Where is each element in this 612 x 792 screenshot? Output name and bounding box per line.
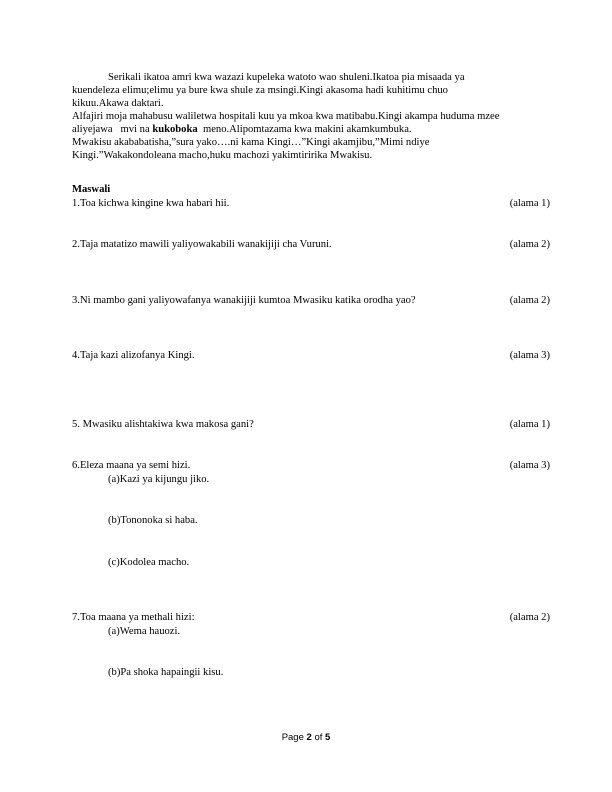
sub-question: (b)Tononoka si haba.: [108, 515, 198, 526]
current-page-number: 2: [306, 732, 312, 743]
question-text: 1.Toa kichwa kingine kwa habari hii.: [72, 198, 230, 209]
sub-question: (a)Wema hauozi.: [108, 626, 181, 637]
question: [72, 418, 550, 431]
question-text: 2.Taja matatizo mawili yaliyowakabili wanakijiji cha Vuruni.: [72, 239, 332, 250]
sub-question: (b)Pa shoka hapaingii kisu.: [108, 667, 224, 678]
question: [72, 459, 550, 472]
passage-text: meno.Alipomtazama kwa makini akamkumbuka.: [197, 124, 412, 135]
sub-question: (a)Kazi ya kijungu jiko.: [108, 474, 210, 485]
sub-question: (c)Kodolea macho.: [108, 557, 190, 568]
section-heading: Maswali: [72, 184, 111, 195]
question-marks: (alama 1): [509, 198, 550, 209]
passage-line: kikuu.Akawa daktari.: [72, 98, 164, 109]
footer-text: Page: [281, 732, 307, 743]
passage-line: Kingi.”Wakakondoleana macho,huku machozi yakimtiririka Mwakisu.: [72, 150, 373, 161]
question-text: 3.Ni mambo gani yaliyowafanya wanakijiji kumtoa Mwasiku katika orodha yao?: [72, 295, 416, 306]
passage-line: kuendeleza elimu;elimu ya bure kwa shule za msingi.Kingi akasoma hadi kuhitimu chuo: [72, 85, 448, 96]
question-text: 5. Mwasiku alishtakiwa kwa makosa gani?: [72, 419, 254, 430]
passage-line: Mwakisu akababatisha,”sura yako….ni kama Kingi…”Kingi akamjibu,”Mimi ndiye: [72, 137, 430, 148]
passage: [72, 71, 562, 162]
question: [72, 349, 550, 362]
question: [72, 294, 550, 307]
question-marks: (alama 2): [509, 295, 550, 306]
question-text: 4.Taja kazi alizofanya Kingi.: [72, 350, 195, 361]
question: [72, 197, 550, 210]
passage-text: aliyejawa mvi na: [72, 124, 153, 135]
page-footer: [0, 731, 612, 744]
passage-line: Serikali ikatoa amri kwa wazazi kupeleka watoto wao shuleni.Ikatoa pia misaada ya: [108, 72, 465, 83]
question: [72, 611, 550, 624]
passage-line: [72, 123, 562, 136]
bold-word: kukoboka: [152, 124, 198, 135]
total-page-number: 5: [325, 732, 331, 743]
question: [72, 238, 550, 251]
question-marks: (alama 2): [509, 239, 550, 250]
question-text: 6.Eleza maana ya semi hizi.: [72, 460, 191, 471]
question-text: 7.Toa maana ya methali hizi:: [72, 612, 195, 623]
question-marks: (alama 1): [509, 419, 550, 430]
passage-line: Alfajiri moja mahabusu waliletwa hospitali kuu ya mkoa kwa matibabu.Kingi akampa huduma mzee: [72, 111, 500, 122]
question-marks: (alama 2): [509, 612, 550, 623]
footer-text: of: [311, 732, 326, 743]
question-marks: (alama 3): [509, 350, 550, 361]
question-marks: (alama 3): [509, 460, 550, 471]
